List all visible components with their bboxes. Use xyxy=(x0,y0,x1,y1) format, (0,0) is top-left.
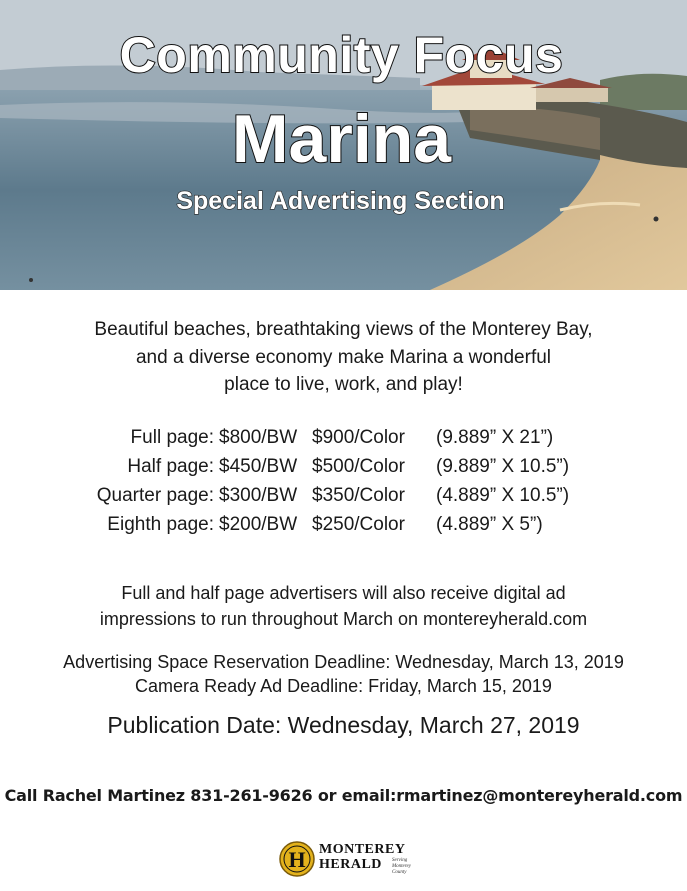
rate-bw-price: $300/BW xyxy=(219,485,298,506)
subtitle-special-section: Special Advertising Section xyxy=(176,187,505,215)
rate-bw-price: $800/BW xyxy=(219,427,298,448)
intro-line: and a diverse economy make Marina a wonderful xyxy=(135,346,552,368)
intro-paragraph xyxy=(0,316,687,399)
emblem-letter: H xyxy=(288,847,306,872)
deadlines xyxy=(0,650,687,698)
rate-row-eighth-page xyxy=(0,514,687,543)
rate-color-price: $500/Color xyxy=(312,456,405,477)
rate-color-price: $350/Color xyxy=(312,485,405,506)
rate-row-full-page xyxy=(0,427,687,456)
title-community-focus: Community Focus xyxy=(119,27,564,83)
rate-dimensions: (4.889” X 5”) xyxy=(436,514,543,535)
rate-color-price: $250/Color xyxy=(312,514,405,535)
space-reservation-deadline: Advertising Space Reservation Deadline: Wednesday, March 13, 2019 xyxy=(63,652,624,672)
rate-dimensions: (9.889” X 21”) xyxy=(436,427,554,448)
rate-bw-price: $450/BW xyxy=(219,456,298,477)
title-marina: Marina xyxy=(231,101,452,177)
hero-banner xyxy=(0,0,687,290)
camera-ready-deadline: Camera Ready Ad Deadline: Friday, March 15, 2019 xyxy=(135,676,552,696)
rate-row-half-page xyxy=(0,456,687,485)
digital-offer-line: Full and half page advertisers will also receive digital ad xyxy=(121,583,566,603)
rate-size: Eighth page: xyxy=(107,514,214,535)
rate-size: Quarter page: xyxy=(96,485,214,506)
logo-wordmark-line1: MONTEREY xyxy=(319,842,406,857)
intro-line: Beautiful beaches, breathtaking views of the Monterey Bay, xyxy=(94,319,593,340)
publication-date: Publication Date: Wednesday, March 27, 2019 xyxy=(107,712,580,738)
intro-line: place to live, work, and play! xyxy=(224,374,463,395)
contact-line: Call Rachel Martinez 831-261-9626 or email:rmartinez@montereyherald.com xyxy=(4,786,683,805)
logo-wordmark-line2: HERALD xyxy=(319,857,382,872)
rate-bw-price: $200/BW xyxy=(219,514,298,535)
rate-row-quarter-page xyxy=(0,485,687,514)
rate-dimensions: (9.889” X 10.5”) xyxy=(436,456,570,477)
rate-size: Full page: xyxy=(130,427,214,448)
rate-dimensions: (4.889” X 10.5”) xyxy=(436,485,570,506)
logo-tagline: Serving Monterey County xyxy=(392,858,411,875)
rate-size: Half page: xyxy=(127,456,214,477)
monterey-herald-logo xyxy=(278,838,418,884)
rate-color-price: $900/Color xyxy=(312,427,405,448)
digital-offer-line: impressions to run throughout March on montereyherald.com xyxy=(99,609,588,629)
digital-offer xyxy=(0,580,687,632)
herald-emblem-icon xyxy=(278,840,316,878)
rate-table xyxy=(0,427,687,543)
